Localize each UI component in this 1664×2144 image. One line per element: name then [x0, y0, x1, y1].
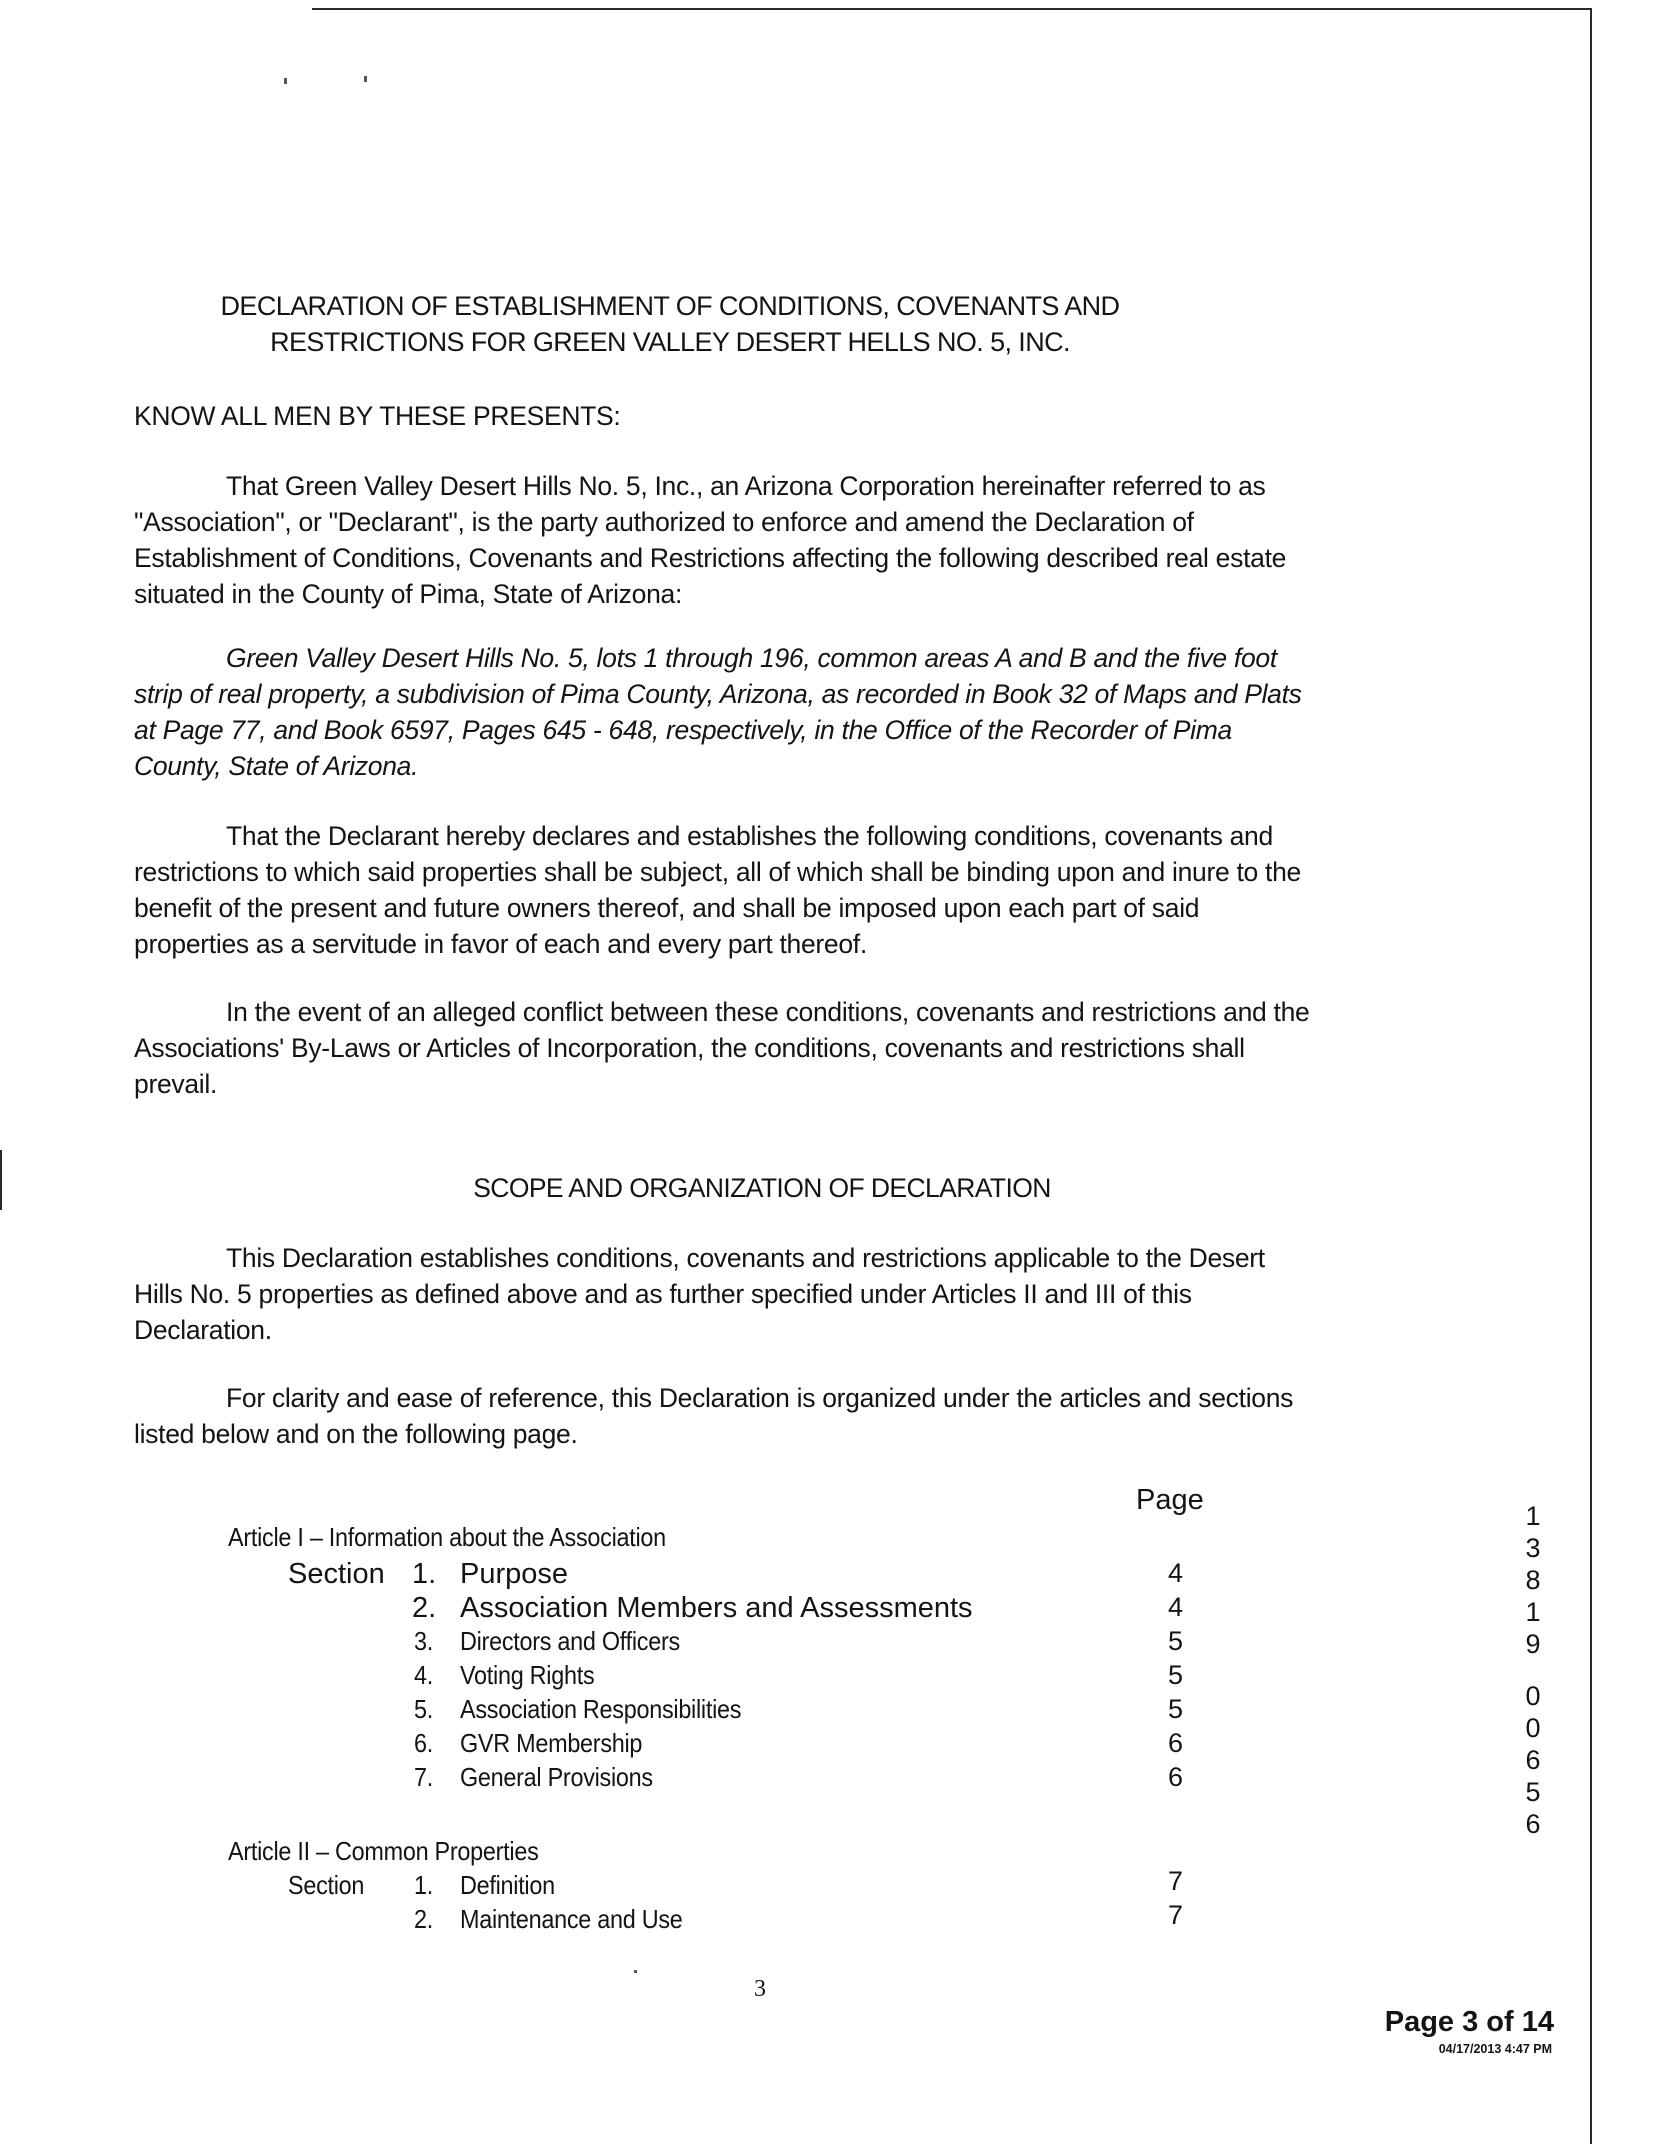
toc-section-number: 3.	[414, 1626, 433, 1656]
scan-speck	[634, 1970, 637, 1973]
toc-page-number: 5	[1168, 1694, 1184, 1724]
para2-line-4: properties as a servitude in favor of each and every part thereof.	[134, 929, 867, 959]
margin-digit: 6	[1525, 1809, 1541, 1839]
toc-section-number: 1.	[414, 1870, 433, 1900]
margin-digit: 8	[1525, 1565, 1541, 1595]
margin-digit	[1522, 1660, 1544, 1680]
toc-section-title: Voting Rights	[460, 1660, 595, 1690]
toc-page-number: 4	[1168, 1592, 1184, 1622]
toc-section-title: Purpose	[460, 1558, 569, 1590]
toc-article-1-title: Article I – Information about the Association	[228, 1522, 666, 1552]
top-border-line	[312, 8, 1592, 10]
toc-section-label: Section	[288, 1870, 365, 1900]
margin-digit: 3	[1525, 1533, 1541, 1563]
para5-line-1: For clarity and ease of reference, this Declaration is organized under the articles and sections	[226, 1383, 1294, 1413]
toc-page-number: 4	[1168, 1558, 1184, 1588]
legal-line-1: Green Valley Desert Hills No. 5, lots 1 through 196, common areas A and B and the five foot	[226, 643, 1277, 673]
legal-description	[134, 640, 1384, 784]
paragraph-organization	[134, 1380, 1384, 1452]
toc-section-title: Association Responsibilities	[460, 1694, 742, 1724]
toc-section-title: GVR Membership	[460, 1728, 643, 1758]
margin-digit: 0	[1525, 1713, 1541, 1743]
toc-page-header: Page	[1136, 1484, 1204, 1516]
para2-line-2: restrictions to which said properties shall be subject, all of which shall be binding upon and inure to the	[134, 857, 1301, 887]
toc-section-number: 6.	[414, 1728, 433, 1758]
toc-article-2-title: Article II – Common Properties	[228, 1836, 539, 1866]
para4-line-1: This Declaration establishes conditions, covenants and restrictions applicable to the Desert	[226, 1243, 1265, 1273]
toc-section-number: 7.	[414, 1762, 433, 1792]
title-line-2: RESTRICTIONS FOR GREEN VALLEY DESERT HELLS NO. 5, INC.	[270, 327, 1070, 357]
recorder-date-stamp: 04/17/2013 4:47 PM	[1438, 2042, 1552, 2056]
intro-heading: KNOW ALL MEN BY THESE PRESENTS:	[134, 401, 621, 431]
para1-line-2: "Association", or "Declarant", is the party authorized to enforce and amend the Declaration of	[134, 507, 1194, 537]
toc-page-number: 6	[1168, 1728, 1184, 1758]
toc-page-number: 7	[1168, 1900, 1184, 1930]
para1-line-3: Establishment of Conditions, Covenants and Restrictions affecting the following described real estate	[134, 543, 1287, 573]
margin-digit: 5	[1525, 1777, 1541, 1807]
page-number: 3	[754, 1976, 766, 2002]
margin-digit: 9	[1525, 1629, 1541, 1659]
toc-page-number: 5	[1168, 1626, 1184, 1656]
legal-line-3: at Page 77, and Book 6597, Pages 645 - 648, respectively, in the Office of the Recorder of Pima	[134, 715, 1232, 745]
para2-line-1: That the Declarant hereby declares and establishes the following conditions, covenants and	[226, 821, 1273, 851]
recorder-page-stamp: Page 3 of 14	[1384, 2006, 1554, 2038]
toc-section-label: Section	[288, 1558, 385, 1590]
toc-page-number: 6	[1168, 1762, 1184, 1792]
scan-speck	[364, 76, 367, 82]
paragraph-conflict	[134, 994, 1384, 1102]
scan-speck	[284, 78, 287, 84]
toc-section-title: Definition	[460, 1870, 555, 1900]
para1-line-4: situated in the County of Pima, State of Arizona:	[134, 579, 683, 609]
margin-digit: 0	[1525, 1681, 1541, 1711]
toc-section-title: Directors and Officers	[460, 1626, 680, 1656]
para2-line-3: benefit of the present and future owners thereof, and shall be imposed upon each part of said	[134, 893, 1200, 923]
toc-page-number: 7	[1168, 1866, 1184, 1896]
toc-section-number: 1.	[412, 1558, 437, 1590]
toc-section-title: Maintenance and Use	[460, 1904, 683, 1934]
document-title	[0, 288, 1340, 360]
legal-line-4: County, State of Arizona.	[134, 751, 419, 781]
right-border-line	[1590, 8, 1592, 2144]
toc-section-title: General Provisions	[460, 1762, 653, 1792]
para3-line-3: prevail.	[134, 1069, 218, 1099]
margin-digit: 1	[1525, 1597, 1541, 1627]
recorder-margin-number	[1522, 1500, 1544, 1840]
margin-digit: 6	[1525, 1745, 1541, 1775]
para3-line-1: In the event of an alleged conflict between these conditions, covenants and restrictions and the	[226, 997, 1310, 1027]
toc-section-title: Association Members and Assessments	[460, 1592, 973, 1624]
paragraph-declaration	[134, 818, 1384, 962]
para1-line-1: That Green Valley Desert Hills No. 5, Inc., an Arizona Corporation hereinafter referred to as	[226, 471, 1266, 501]
toc-page-number: 5	[1168, 1660, 1184, 1690]
scope-heading: SCOPE AND ORGANIZATION OF DECLARATION	[473, 1173, 1051, 1203]
paragraph-scope	[134, 1240, 1384, 1348]
para4-line-2: Hills No. 5 properties as defined above and as further specified under Articles II and III of this	[134, 1279, 1192, 1309]
margin-digit: 1	[1525, 1501, 1541, 1531]
paragraph-association	[134, 468, 1384, 612]
toc-section-number: 4.	[414, 1660, 433, 1690]
legal-line-2: strip of real property, a subdivision of Pima County, Arizona, as recorded in Book 32 of Maps and Plats	[134, 679, 1302, 709]
toc-section-number: 5.	[414, 1694, 433, 1724]
title-line-1: DECLARATION OF ESTABLISHMENT OF CONDITIONS, COVENANTS AND	[220, 291, 1120, 321]
toc-section-number: 2.	[412, 1592, 437, 1624]
para5-line-2: listed below and on the following page.	[134, 1419, 578, 1449]
para4-line-3: Declaration.	[134, 1315, 272, 1345]
toc-section-number: 2.	[414, 1904, 433, 1934]
para3-line-2: Associations' By-Laws or Articles of Incorporation, the conditions, covenants and restrictions shall	[134, 1033, 1245, 1063]
